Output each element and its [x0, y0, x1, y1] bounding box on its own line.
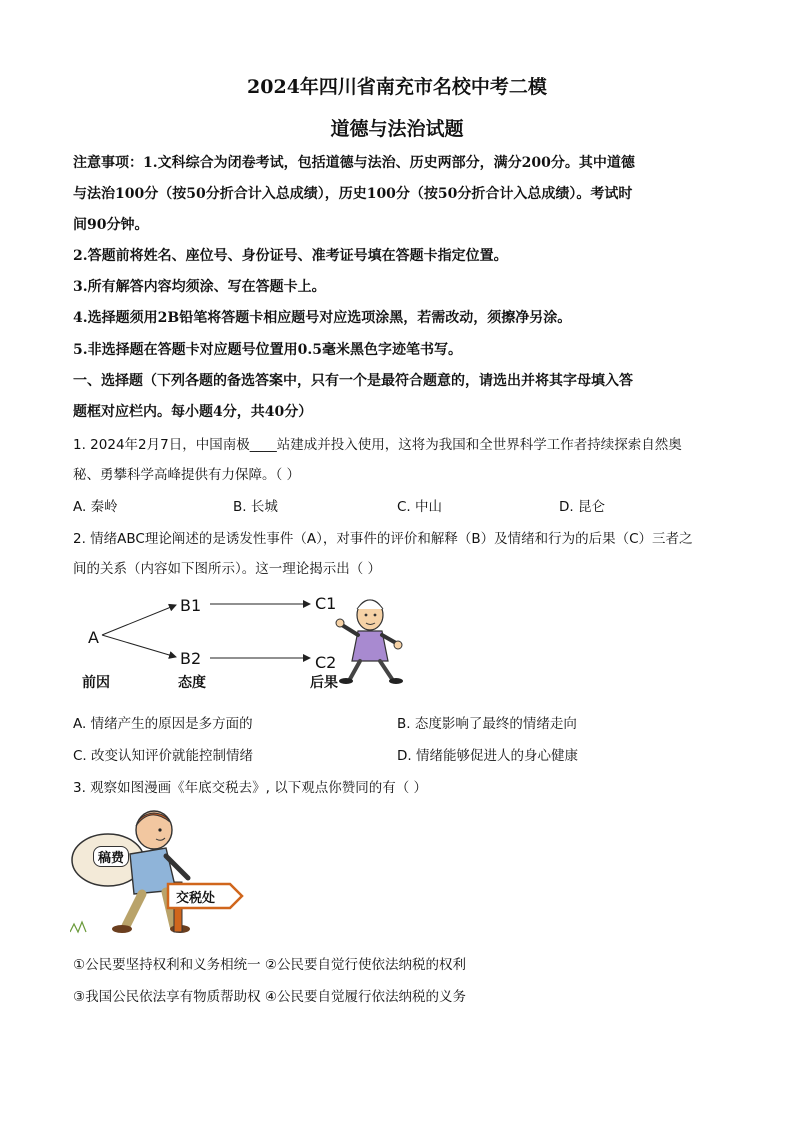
q3-statements-line-2: ③我国公民依法享有物质帮助权 ④公民要自觉履行依法纳税的义务 [73, 989, 466, 1005]
q2-stem-line-2: 间的关系（内容如下图所示）。这一理论揭示出（ ） [73, 561, 382, 577]
notes-line-2: 与法治100分（按50分折合计入总成绩），历史100分（按50分折合计入总成绩）。考试时 [73, 186, 633, 202]
diagram-caption-result: 后果 [310, 675, 338, 691]
abc-theory-diagram [70, 585, 410, 695]
q3-stem-line-1: 3. 观察如图漫画《年底交税去》, 以下观点你赞同的有（ ） [73, 780, 428, 796]
q1-stem-line-2: 秘、勇攀科学高峰提供有力保障。（ ） [73, 467, 301, 483]
page-subtitle: 道德与法治试题 [330, 118, 464, 140]
arrow-a-b1 [102, 605, 176, 635]
notes-item-4: 4.选择题须用2B铅笔将答题卡相应题号对应选项涂黑，若需改动，须擦净另涂。 [73, 310, 572, 326]
notes-item-3: 3.所有解答内容均须涂、写在答题卡上。 [73, 279, 326, 295]
q1-option-a: A. 秦岭 [73, 499, 118, 515]
notes-item-2: 2.答题前将姓名、座位号、身份证号、准考证号填在答题卡指定位置。 [73, 248, 508, 264]
diagram-caption-cause: 前因 [82, 675, 110, 691]
q1-option-b: B. 长城 [233, 499, 278, 515]
page-title: 2024年四川省南充市名校中考二模 [247, 76, 547, 98]
q3-statements-line-1: ①公民要坚持权利和义务相统一 ②公民要自觉行使依法纳税的权利 [73, 957, 466, 973]
notes-item-5: 5.非选择题在答题卡对应题号位置用0.5毫米黑色字迹笔书写。 [73, 342, 462, 358]
notes-item-1: 1.文科综合为闭卷考试，包括道德与法治、历史两部分，满分200分。其中道德 [143, 155, 635, 171]
q2-option-a: A. 情绪产生的原因是多方面的 [73, 716, 253, 732]
section-heading-line-2: 题框对应栏内。每小题4分，共40分） [73, 404, 313, 420]
q1-option-c: C. 中山 [397, 499, 443, 515]
sign-label: 交税处 [176, 891, 216, 906]
diagram-label-b1: B1 [180, 596, 202, 615]
diagram-label-b2: B2 [180, 649, 202, 668]
q2-option-b: B. 态度影响了最终的情绪走向 [397, 716, 577, 732]
section-heading-line-1: 一、选择题（下列各题的备选答案中，只有一个是最符合题意的，请选出并将其字母填入答 [73, 373, 633, 389]
notes-lead: 注意事项： [73, 155, 143, 171]
diagram-label-c2: C2 [315, 653, 337, 672]
bag-label: 稿费 [93, 846, 129, 867]
tax-cartoon [70, 808, 250, 936]
diagram-label-c1: C1 [315, 594, 337, 613]
notes-line-1 [73, 152, 635, 172]
q1-option-d: D. 昆仑 [559, 499, 605, 515]
arrow-a-b2 [102, 635, 176, 657]
q2-stem-line-1: 2. 情绪ABC理论阐述的是诱发性事件（A），对事件的评价和解释（B）及情绪和行为的后果（C）三者之 [73, 531, 693, 547]
q1-stem-line-1: 1. 2024年2月7日，中国南极____站建成并投入使用，这将为我国和全世界科学工作者持续探索自然奥 [73, 437, 682, 453]
notes-line-3: 间90分钟。 [73, 217, 149, 233]
q2-option-d: D. 情绪能够促进人的身心健康 [397, 748, 578, 764]
diagram-label-a: A [88, 628, 99, 647]
diagram-caption-attitude: 态度 [178, 675, 206, 691]
old-man-figure [336, 600, 403, 684]
q2-option-c: C. 改变认知评价就能控制情绪 [73, 748, 254, 764]
